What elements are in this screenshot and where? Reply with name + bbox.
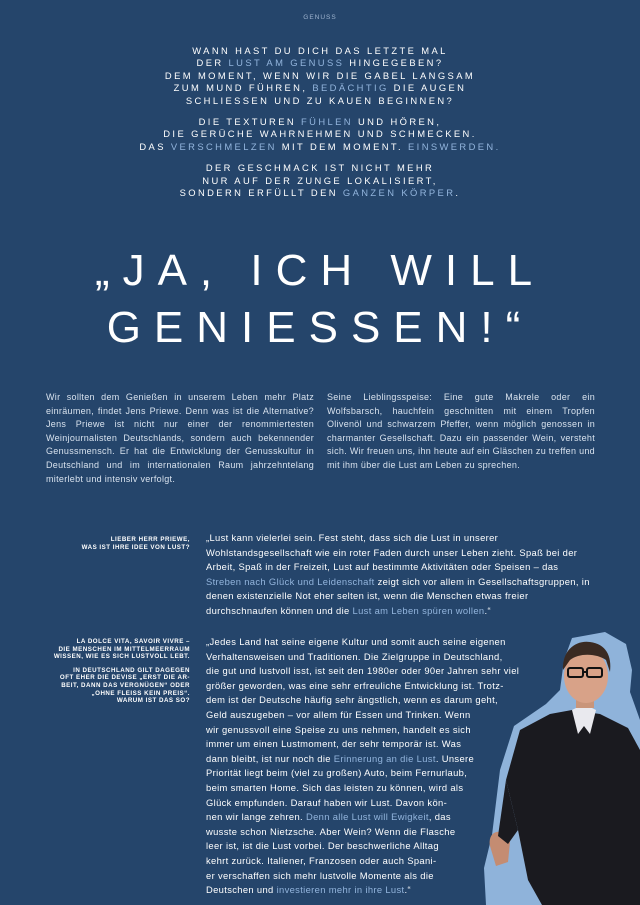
text-segment: Priorität liegt beim (viel zu großen) Auto, beim Fernurlaub, [206, 767, 468, 779]
text-segment: DIE AUGEN [388, 82, 467, 94]
intro-paragraph [0, 116, 640, 153]
intro-column-left: Wir sollten dem Genießen in unserem Leben mehr Platz einräumen, findet Jens Priewe. Denn was ist die Alternative? Jens Priewe ist nicht nur einer der renommiertesten Weinjournalisten Deutschlands, sondern auch bekennender Genussmensch. Er hat die Entwicklung der Genusskultur in Deutschland und im internationalen Raum jahrzehntelang miterlebt und intensiv verfolgt. [46, 392, 314, 484]
text-line [0, 128, 640, 140]
highlight-text: Lust am Leben spüren wollen [352, 604, 485, 616]
headline-line-2: GENIESSEN!“ [106, 303, 534, 352]
intro-paragraph [0, 45, 640, 107]
text-line [0, 82, 640, 94]
question-line: WISSEN, WIE ES SICH LUSTVOLL LEBT. [53, 653, 190, 661]
text-segment: beim smarten Home. Sich das leisten zu können, wird als [206, 781, 464, 793]
headline-line-1: „JA, ICH WILL [94, 246, 546, 295]
question-line: WARUM IST DAS SO? [116, 697, 190, 705]
text-segment: leer ist, ist die Lust vorbei. Der beschwerliche Alltag [206, 840, 439, 852]
highlight-text: Erinnerung an die Lust [333, 752, 436, 764]
text-segment: ZUM MUND FÜHREN, [173, 82, 313, 94]
text-segment: NUR AUF DER ZUNGE LOKALISIERT, [202, 174, 438, 186]
text-segment: immer um einen Lustmoment, der sehr temporär ist. Was [206, 738, 462, 750]
highlight-text: EINSWERDEN. [408, 140, 501, 152]
highlight-text: VERSCHMELZEN [170, 140, 277, 152]
text-segment: größer geworden, was eine sehr erfreuliche Entwicklung ist. Trotz- [206, 679, 504, 691]
question-line: LA DOLCE VITA, SAVOIR VIVRE – [76, 638, 190, 645]
highlight-text: BEDÄCHTIG [312, 82, 389, 94]
text-segment: DIE GERÜCHE WAHRNEHMEN UND SCHMECKEN. [163, 128, 477, 140]
text-segment: wusste schon Nietzsche. Aber Wein? Wenn die Flasche [206, 825, 456, 837]
text-segment: , das [428, 811, 451, 823]
text-segment: SCHLIESSEN UND ZU KAUEN BEGINNEN? [185, 94, 455, 106]
highlight-text: Streben nach Glück und Leidenschaft [206, 575, 375, 587]
highlight-text: investieren mehr in ihre Lust [276, 884, 405, 896]
text-line [0, 187, 640, 199]
text-line [0, 57, 640, 69]
question-2 [40, 638, 190, 705]
intro-text [0, 45, 640, 208]
text-segment: kehrt zurück. Italiener, Franzosen oder auch Spani- [206, 854, 437, 866]
text-line [0, 162, 640, 174]
text-line [0, 175, 640, 187]
question-line: LIEBER HERR PRIEWE, [110, 536, 190, 543]
text-segment: UND HÖREN, [352, 116, 442, 128]
intro-paragraph [0, 162, 640, 199]
highlight-text: LUST AM GENUSS [228, 57, 345, 69]
text-segment: er verschaffen sich mehr lustvolle Momente als die [206, 869, 434, 881]
text-segment: HINGEGEBEN? [344, 57, 444, 69]
highlight-text: Denn alle Lust will Ewigkeit [305, 811, 429, 823]
text-segment: nen wir lange zehren. [206, 811, 306, 823]
text-segment: DEM MOMENT, WENN WIR DIE GABEL LANGSAM [164, 69, 476, 81]
highlight-text: GANZEN KÖRPER [342, 187, 456, 199]
highlight-text: FÜHLEN [301, 116, 353, 128]
text-segment: SONDERN ERFÜLLT DEN [179, 187, 343, 199]
text-segment: Glück empfunden. Darauf haben wir Lust. Davon kön- [206, 796, 448, 808]
text-segment: zeigt sich vor allem in Gesellschaftsgruppen, in denen existenzielle Not eher selten ist, wenn die Menschen etwas freier durchschnaufen können und die [206, 575, 590, 616]
text-segment: DER [196, 57, 229, 69]
text-segment: dem ist der Deutsche häufig sehr ängstlich, wenn es darum geht, [206, 694, 498, 706]
text-segment: Verhaltensweisen und Traditionen. Die Zielgruppe in Deutschland, [206, 650, 503, 662]
text-segment: die gut und lustvoll isst, ist seit den 1980er oder 90er Jahren sehr viel [206, 665, 520, 677]
text-segment: „Lust kann vielerlei sein. Fest steht, dass sich die Lust in unserer Wohlstandsgesellschaft wie ein roter Faden durch unser Leben zieht. Spaß bei der Arbeit, Spaß in der Freizeit, Lust auf bestimmte Aktivitäten oder Speisen – das [206, 532, 578, 573]
text-segment: dann bleibt, ist nur noch die [206, 752, 334, 764]
question-line: IN DEUTSCHLAND GILT DAGEGEN [73, 666, 190, 674]
question-1 [40, 536, 190, 551]
text-segment: wir genussvoll eine Speise zu uns nehmen, handelt es sich [206, 723, 471, 735]
portrait-photo [480, 630, 640, 905]
text-segment: .“ [404, 884, 411, 896]
text-segment: MIT DEM MOMENT. [276, 140, 409, 152]
text-segment: .“ [484, 604, 491, 616]
intro-column-right: Seine Lieblingsspeise: Eine gute Makrele oder ein Wolfsbarsch, hauchfein geschnitten mit einem Tropfen Olivenöl und schwarzem Pfeffer, wenn möglich genossen in charmanter Gesellschaft. Dazu ein passender Wein, versteht sich. Wir freuen uns, ihn heute auf ein Gläschen zu treffen und mit ihm über die Lust am Leben zu sprechen. [327, 392, 595, 470]
text-segment: Geld auszugeben – vor allem für Essen und Trinken. Wenn [206, 708, 471, 720]
text-segment: DAS [139, 140, 171, 152]
question-line: DIE MENSCHEN IM MITTELMEERRAUM [58, 645, 190, 653]
question-line: WAS IST IHRE IDEE VON LUST? [81, 543, 190, 551]
text-line [0, 141, 640, 153]
answer-1 [206, 531, 594, 619]
text-segment: WANN HAST DU DICH DAS LETZTE MAL [192, 45, 448, 56]
text-line [0, 95, 640, 107]
section-label: GENUSS [303, 14, 337, 21]
text-segment: DER GESCHMACK IST NICHT MEHR [205, 162, 435, 174]
text-segment: DIE TEXTUREN [198, 116, 302, 128]
text-segment: . Unsere [435, 752, 475, 764]
text-segment: . [455, 187, 461, 199]
text-segment: Deutschen und [206, 884, 277, 896]
question-line: „OHNE FLEISS KEIN PREIS“. [91, 689, 190, 697]
question-line: OFT EHER DIE DEVISE „ERST DIE AR- [59, 674, 190, 682]
page-headline [0, 242, 640, 356]
text-line [0, 45, 640, 57]
text-line [0, 116, 640, 128]
question-line: BEIT, DANN DAS VERGNÜGEN“ ODER [61, 681, 190, 689]
text-line [0, 70, 640, 82]
text-segment: „Jedes Land hat seine eigene Kultur und somit auch seine eigenen [206, 636, 506, 647]
